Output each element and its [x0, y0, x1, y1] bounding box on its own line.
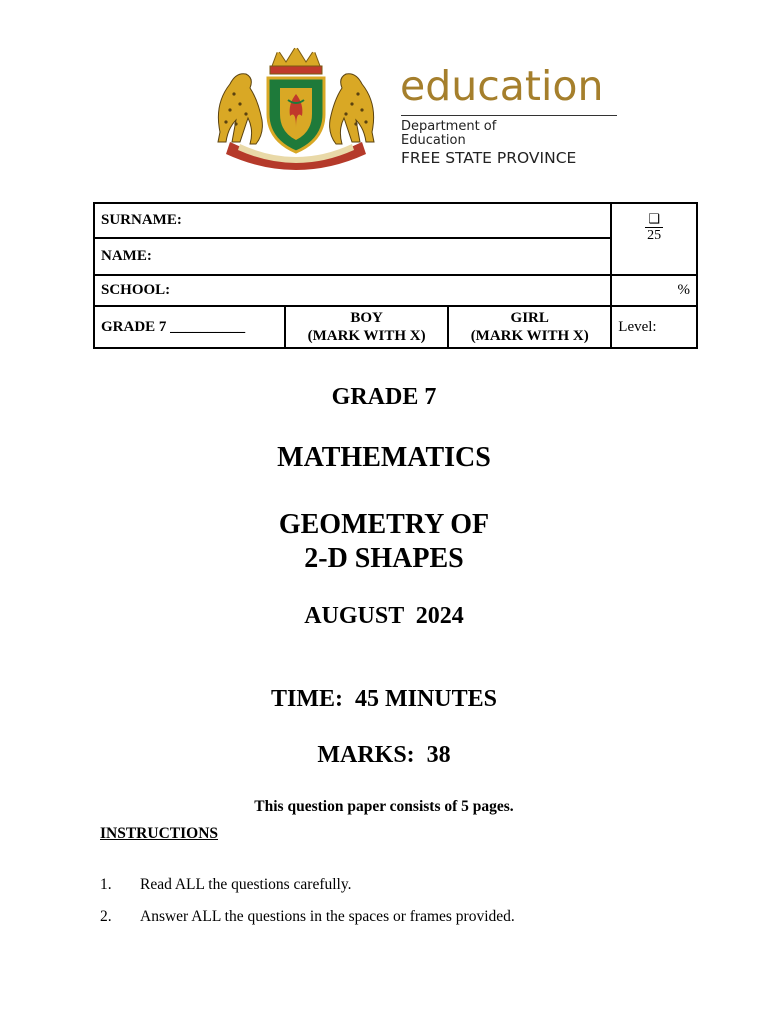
exam-time: TIME: 45 MINUTES	[270, 686, 498, 712]
province-name: FREE STATE PROVINCE	[401, 149, 577, 167]
instruction-number: 1.	[100, 876, 112, 893]
boy-cell[interactable]	[285, 306, 448, 348]
grade-label: GRADE 7	[101, 318, 167, 335]
girl-cell[interactable]	[448, 306, 611, 348]
name-field[interactable]: NAME:	[94, 238, 611, 275]
surname-field[interactable]: SURNAME:	[94, 203, 611, 238]
instructions-heading: INSTRUCTIONS	[100, 825, 219, 842]
instruction-text: Answer ALL the questions in the spaces or frames provided.	[140, 908, 515, 925]
surname-row	[94, 203, 697, 238]
coat-of-arms-icon	[210, 44, 382, 180]
exam-date: AUGUST 2024	[304, 603, 464, 629]
wordmark-divider	[401, 115, 617, 116]
subject-heading: MATHEMATICS	[277, 442, 491, 473]
instruction-number: 2.	[100, 908, 112, 925]
grade-heading: GRADE 7	[331, 384, 437, 410]
grade-blank: __________	[170, 318, 246, 335]
topic-line-2: 2-D SHAPES	[304, 543, 464, 574]
boy-note: (MARK WITH X)	[307, 328, 426, 344]
school-field[interactable]: SCHOOL:	[94, 275, 611, 306]
name-row	[94, 238, 697, 275]
score-box-icon: ❑	[648, 211, 660, 226]
learner-details-table	[93, 202, 698, 349]
education-wordmark: education	[400, 62, 604, 110]
score-total: 25	[647, 228, 662, 243]
instruction-text: Read ALL the questions carefully.	[140, 876, 352, 893]
school-row	[94, 275, 697, 306]
girl-note: (MARK WITH X)	[470, 328, 589, 344]
score-cell	[611, 203, 697, 275]
dept-line-1: Department of	[401, 119, 497, 134]
exam-marks: MARKS: 38	[317, 742, 451, 768]
girl-label: GIRL	[510, 310, 549, 326]
topic-line-1: GEOMETRY OF	[278, 509, 490, 540]
dept-line-2: Education	[401, 133, 466, 148]
level-cell[interactable]: Level:	[611, 306, 697, 348]
topic-heading	[0, 508, 768, 576]
grade-field[interactable]	[94, 306, 285, 348]
grade-row	[94, 306, 697, 348]
instruction-item	[100, 876, 351, 894]
department-logo	[210, 44, 620, 180]
boy-label: BOY	[350, 310, 383, 326]
instruction-item	[100, 908, 515, 926]
percent-cell[interactable]: %	[611, 275, 697, 306]
pages-note: This question paper consists of 5 pages.	[254, 798, 514, 815]
